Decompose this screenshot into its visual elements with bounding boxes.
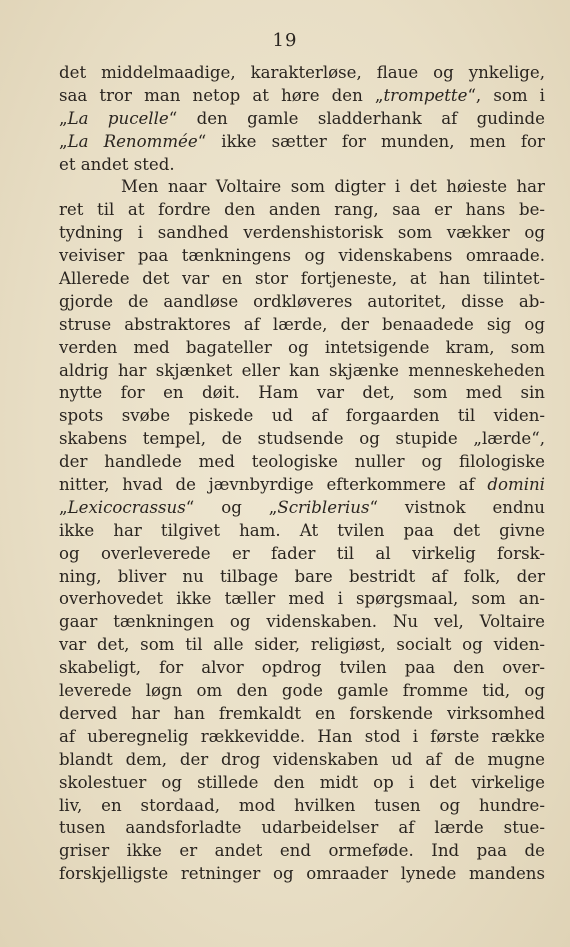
text-line [59, 85, 545, 108]
text-line [59, 474, 545, 497]
text-line [59, 726, 545, 749]
text-segment: “ den gamle sladderhank af gudinde [168, 108, 545, 128]
text-line [59, 863, 545, 886]
text-segment: tusen aandsforladte udarbeidelser af lærde stue- [59, 818, 545, 838]
text-line [59, 772, 545, 795]
text-line [59, 108, 545, 131]
text-segment: der handlede med teologiske nuller og filologiske [59, 452, 545, 472]
text-segment: spots svøbe piskede ud af forgaarden til viden- [59, 406, 545, 426]
text-segment: aldrig har skjænket eller kan skjænke menneskeheden [59, 360, 545, 380]
text-segment: ret til at fordre den anden rang, saa er hans be- [59, 200, 545, 220]
text-line [59, 543, 545, 566]
text-line [59, 245, 545, 268]
text-segment: et andet sted. [59, 154, 175, 174]
italic-text: trompette [383, 85, 468, 105]
text-line [59, 131, 545, 154]
text-line [59, 154, 545, 177]
text-line [59, 314, 545, 337]
text-segment: Men naar Voltaire som digter i det høieste har [121, 177, 545, 197]
text-line [59, 817, 545, 840]
text-segment: forskjelligste retninger og omraader lynede mandens [59, 864, 545, 884]
text-line [59, 360, 545, 383]
text-segment: tydning i sandhed verdenshistorisk som vækker og [59, 223, 545, 243]
text-segment: gjorde de aandløse ordkløveres autoritet, disse ab- [59, 291, 545, 311]
page-number: 19 [272, 30, 298, 51]
text-segment: saa tror man netop at høre den „ [59, 85, 384, 105]
text-line [59, 176, 545, 199]
text-segment: Allerede det var en stor fortjeneste, at han tilintet- [59, 269, 545, 289]
text-line [59, 566, 545, 589]
text-segment: struse abstraktores af lærde, der benaadede sig og [59, 314, 545, 334]
text-line [59, 199, 545, 222]
text-line [59, 405, 545, 428]
text-line [59, 840, 545, 863]
italic-text: Scriblerius [277, 497, 370, 517]
text-segment: overhovedet ikke tæller med i spørgsmaal, som an- [59, 589, 545, 609]
text-segment: var det, som til alle sider, religiøst, socialt og viden- [59, 635, 545, 655]
text-segment: liv, en stordaad, mod hvilken tusen og hundre- [59, 795, 545, 815]
text-line [59, 795, 545, 818]
text-segment: skabeligt, for alvor opdrog tvilen paa den over- [59, 658, 545, 678]
text-segment: gaar tænkningen og videnskaben. Nu vel, Voltaire [59, 612, 545, 632]
text-segment: og overleverede er fader til al virkelig forsk- [59, 543, 545, 563]
text-segment: nitter, hvad de jævnbyrdige efterkommere af [59, 475, 488, 495]
text-segment: af uberegnelig rækkevidde. Han stod i første række [59, 726, 545, 746]
text-line [59, 222, 545, 245]
text-segment: ning, bliver nu tilbage bare bestridt af folk, der [59, 566, 545, 586]
text-line [59, 451, 545, 474]
text-segment: veiviser paa tænkningens og videnskabens omraade. [59, 246, 545, 266]
text-segment: skolestuer og stillede den midt op i det virkelige [59, 772, 545, 792]
text-segment: “ vistnok endnu [369, 497, 545, 517]
text-line [59, 703, 545, 726]
text-segment: leverede løgn om den gode gamle fromme tid, og [59, 681, 545, 701]
text-line [59, 268, 545, 291]
italic-text: La pucelle [67, 108, 169, 128]
text-line [59, 520, 545, 543]
text-segment: „ [59, 131, 68, 151]
text-line [59, 749, 545, 772]
text-line [59, 657, 545, 680]
text-segment: „ [59, 108, 68, 128]
text-line [59, 611, 545, 634]
italic-text: domini [487, 475, 545, 495]
italic-text: La Renommée [67, 131, 198, 151]
text-segment: derved har han fremkaldt en forskende virksomhed [59, 703, 545, 723]
text-segment: ikke har tilgivet ham. At tvilen paa det givne [59, 520, 545, 540]
text-line [59, 428, 545, 451]
text-segment: skabens tempel, de studsende og stupide „lærde“, [59, 429, 545, 449]
text-segment: nytte for en døit. Ham var det, som med sin [59, 383, 545, 403]
text-line [59, 62, 545, 85]
text-line [59, 337, 545, 360]
text-line [59, 634, 545, 657]
text-line [59, 588, 545, 611]
text-segment: “ og „ [185, 497, 278, 517]
body-text [59, 62, 545, 886]
text-line [59, 680, 545, 703]
text-line [59, 382, 545, 405]
text-segment: blandt dem, der drog videnskaben ud af de mugne [59, 749, 545, 769]
italic-text: Lexicocrassus [67, 497, 186, 517]
text-line [59, 291, 545, 314]
text-segment: „ [59, 497, 68, 517]
text-segment: det middelmaadige, karakterløse, flaue og ynkelige, [59, 63, 545, 82]
text-segment: griser ikke er andet end ormeføde. Ind paa de [59, 841, 545, 861]
text-segment: verden med bagateller og intetsigende kram, som [59, 337, 545, 357]
text-segment: “, som i [467, 85, 545, 105]
text-line [59, 497, 545, 520]
text-segment: “ ikke sætter for munden, men for [197, 131, 545, 151]
